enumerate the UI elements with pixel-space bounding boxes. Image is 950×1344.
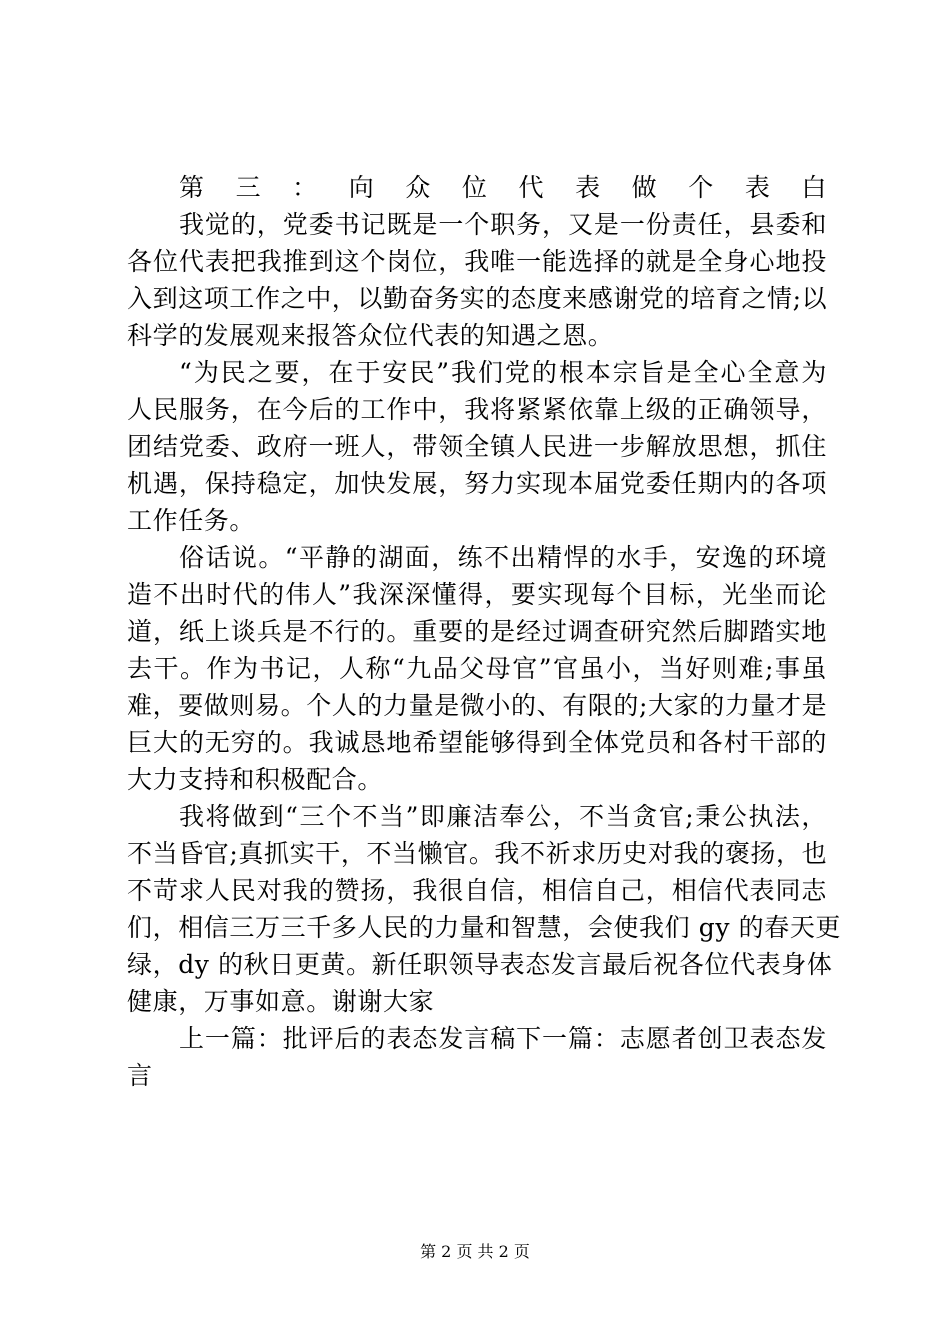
paragraph-line: 入到这项工作之中，以勤奋务实的态度来感谢党的培育之情;以 (127, 284, 828, 313)
paragraph-line: 工作任务。 (127, 506, 256, 535)
paragraph-line: 巨大的无穷的。我诚恳地希望能够得到全体党员和各村干部的 (127, 728, 827, 757)
paragraph-line: 大力支持和积极配合。 (127, 765, 384, 794)
paragraph-line: 造不出时代的伟人”我深深懂得，要实现每个目标，光坐而论 (127, 580, 827, 609)
paragraph-line: 道，纸上谈兵是不行的。重要的是经过调查研究然后脚踏实地 (127, 617, 827, 646)
heading-section-three: 第三：向众位代表做个表白 (179, 173, 827, 202)
paragraph-line: 人民服务，在今后的工作中，我将紧紧依靠上级的正确领导， (127, 395, 827, 424)
prev-next-links: 上一篇：批评后的表态发言稿下一篇：志愿者创卫表态发 (179, 1024, 827, 1053)
paragraph-line: 健康，万事如意。谢谢大家 (127, 987, 435, 1016)
paragraph-line: 团结党委、政府一班人，带领全镇人民进一步解放思想，抓住 (127, 432, 827, 461)
prev-next-links-continued: 言 (127, 1061, 153, 1090)
paragraph-line: 机遇，保持稳定，加快发展，努力实现本届党委任期内的各项 (127, 469, 827, 498)
paragraph-line: 去干。作为书记，人称“九品父母官”官虽小，当好则难;事虽 (127, 654, 827, 683)
paragraph-line: 不当昏官;真抓实干，不当懒官。我不祈求历史对我的褒扬，也 (127, 839, 828, 868)
paragraph-line: 不苛求人民对我的赞扬，我很自信，相信自己，相信代表同志 (127, 876, 827, 905)
paragraph-line: “为民之要，在于安民”我们党的根本宗旨是全心全意为 (179, 358, 827, 387)
paragraph-line: 科学的发展观来报答众位代表的知遇之恩。 (127, 321, 614, 350)
paragraph-line: 难，要做则易。个人的力量是微小的、有限的;大家的力量才是 (127, 691, 828, 720)
page-number-footer: 第 2 页 共 2 页 (420, 1242, 530, 1261)
paragraph-line: 们，相信三万三千多人民的力量和智慧，会使我们 gy 的春天更 (127, 913, 842, 942)
paragraph-line: 俗话说。“平静的湖面，练不出精悍的水手，安逸的环境 (179, 543, 827, 572)
paragraph-line: 各位代表把我推到这个岗位，我唯一能选择的就是全身心地投 (127, 247, 827, 276)
paragraph-line: 我将做到“三个不当”即廉洁奉公，不当贪官;秉公执法， (179, 802, 827, 831)
paragraph-line: 我觉的，党委书记既是一个职务，又是一份责任，县委和 (179, 210, 827, 239)
paragraph-line: 绿，dy 的秋日更黄。新任职领导表态发言最后祝各位代表身体 (127, 950, 833, 979)
